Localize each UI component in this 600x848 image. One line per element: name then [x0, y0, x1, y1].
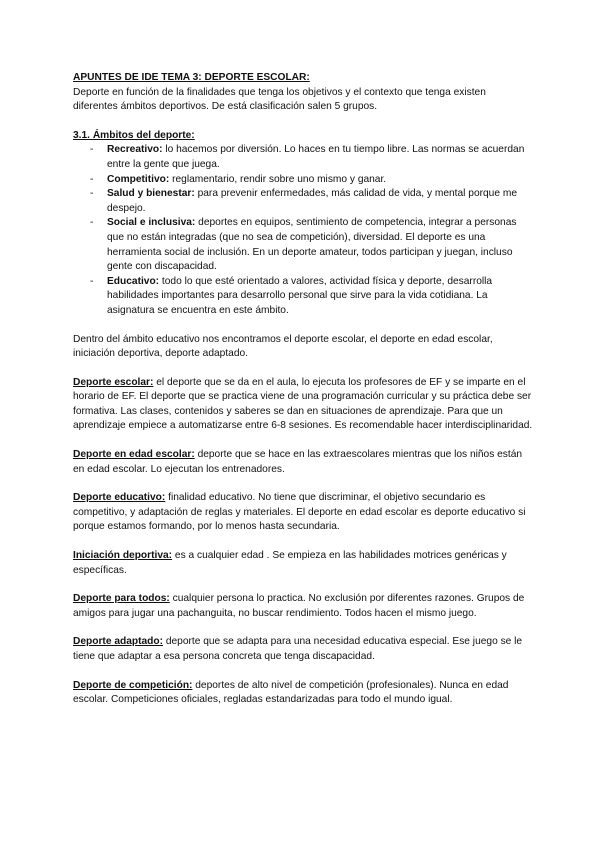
definition-text: deportes de alto nivel de competición (profesionales). Nunca en edad escolar. Competiciones oficiales, regladas estandarizadas para todo el mundo igual. — [73, 679, 509, 706]
definition-term: Deporte en edad escolar: — [73, 449, 195, 461]
ambits-list — [73, 143, 533, 318]
definition-term: Deporte escolar: — [73, 376, 154, 388]
definition-term: Deporte adaptado: — [73, 636, 163, 648]
intro-paragraph: Deporte en función de la finalidades que tenga los objetivos y el contexto que tenga existen diferentes ámbitos deportivos. De está clasificación salen 5 grupos. — [73, 86, 486, 113]
definition-deporte-para-todos — [73, 592, 533, 621]
definition-deporte-edad-escolar — [73, 448, 533, 477]
definition-text: cualquier persona lo practica. No exclusión por diferentes razones. Grupos de amigos para jugar una pachanguita, no buscar rendimiento. Todos hacen el mismo juego. — [73, 593, 525, 619]
definition-term: Deporte de competición: — [73, 679, 193, 691]
definition-deporte-competicion — [73, 679, 533, 708]
definition-text: deporte que se adapta para una necesidad educativa especial. Ese juego se le tiene que adaptar a esa persona concreta que tenga discapacidad. — [73, 636, 523, 662]
list-item-educativo — [90, 275, 533, 319]
bullet-dash: - — [90, 144, 94, 156]
bullet-dash: - — [90, 173, 94, 185]
section-heading: 3.1. Ámbitos del deporte: — [73, 129, 195, 141]
bullet-dash: - — [90, 217, 94, 229]
term-label: Salud y bienestar: — [107, 188, 195, 200]
bullet-dash: - — [90, 275, 94, 287]
definition-text: es a cualquier edad . Se empieza en las habilidades motrices genéricas y específicas. — [73, 550, 507, 576]
term-description: todo lo que esté orientado a valores, actividad física y deporte, desarrolla habilidades importantes para desarrollo personal que sirve para la vida cotidiana. La asignatura se encuentra en este ámbito. — [107, 275, 493, 316]
definition-text: el deporte que se da en el aula, lo ejecuta los profesores de EF y se imparte en el horario de EF. El deporte que se practica viene de una programación curricular y su práctica debe ser formativa. Las clases, contenidos y saberes se dan en situaciones de aprendizaje. Para que un aprendizaje empiece a automatizarse entre 6-8 sesiones. Es recomendable hacer interdisciplinaridad. — [73, 376, 533, 432]
document-title: APUNTES DE IDE TEMA 3: DEPORTE ESCOLAR: — [73, 72, 310, 83]
term-description: deportes en equipos, sentimiento de competencia, integrar a personas que no están integradas (que no sea de competición), diversidad. El deporte es una herramienta social de inclusión. En un deporte amateur, todos participan y juegan, incluso gente con discapacidad. — [107, 217, 517, 273]
term-label: Educativo: — [107, 275, 160, 287]
term-description: reglamentario, rendir sobre uno mismo y ganar. — [169, 173, 387, 185]
definition-iniciacion-deportiva — [73, 549, 533, 578]
definition-deporte-escolar — [73, 376, 533, 434]
list-item-salud — [90, 187, 533, 216]
definition-deporte-educativo — [73, 491, 533, 535]
educational-intro-paragraph: Dentro del ámbito educativo nos encontramos el deporte escolar, el deporte en edad escolar, iniciación deportiva, deporte adaptado. — [73, 333, 493, 360]
document-page — [73, 71, 533, 722]
definition-term: Iniciación deportiva: — [73, 550, 173, 562]
definition-text: finalidad educativo. No tiene que discriminar, el objetivo secundario es competitivo, y adaptación de reglas y materiales. El deporte en edad escolar es deporte educativo si porque estamos formando, por lo menos hasta secundaria. — [73, 492, 526, 533]
term-label: Recreativo: — [107, 144, 163, 156]
bullet-dash: - — [90, 188, 94, 200]
term-description: lo hacemos por diversión. Lo haces en tu tiempo libre. Las normas se acuerdan entre la gente que juega. — [107, 144, 525, 170]
term-label: Competitivo: — [107, 173, 170, 185]
definition-deporte-adaptado — [73, 635, 533, 664]
list-item-social — [90, 216, 533, 274]
definition-text: deporte que se hace en las extraescolares mientras que los niños están en edad escolar. Lo ejecutan los entrenadores. — [73, 449, 523, 475]
list-item-competitivo — [90, 173, 533, 188]
term-description: para prevenir enfermedades, más calidad de vida, y mental porque me despejo. — [107, 188, 517, 214]
list-item-recreativo — [90, 143, 533, 172]
definition-term: Deporte educativo: — [73, 492, 166, 504]
definition-term: Deporte para todos: — [73, 593, 170, 605]
term-label: Social e inclusiva: — [107, 217, 196, 229]
